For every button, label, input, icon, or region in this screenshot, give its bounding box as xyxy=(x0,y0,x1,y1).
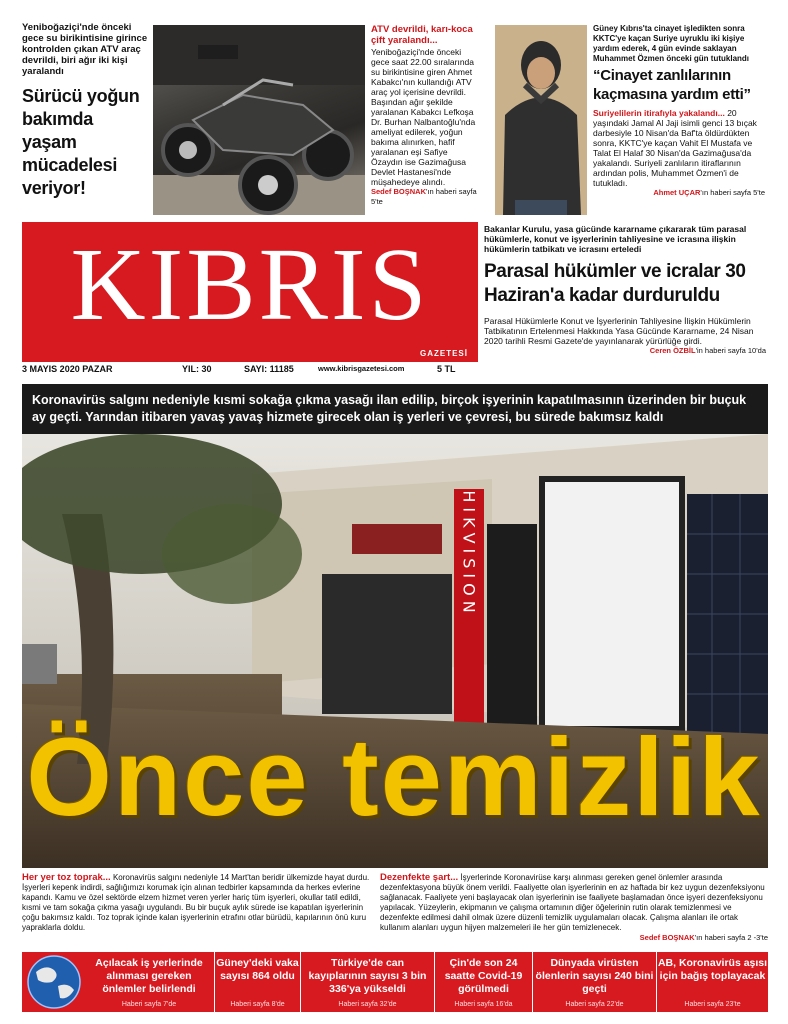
story-headline: Sürücü yoğun bakımda yaşam mücadelesi veriyor! xyxy=(22,86,140,198)
story-dust xyxy=(22,873,372,933)
story-financial-rulings xyxy=(484,224,766,355)
issue-date: 3 MAYIS 2020 PAZAR xyxy=(22,364,113,374)
logo-subtitle: GAZETESİ xyxy=(419,349,468,358)
story-atv-accident xyxy=(22,22,150,200)
story-kicker: Yeniboğaziçi'nde önceki gece su birikintisine girince kontrolden çıkan ATV araç devrildi, biri ağır iki kişi yaralandı xyxy=(22,22,148,77)
story-title: Her yer toz toprak... xyxy=(22,872,111,883)
hero-headline: Önce temizlik xyxy=(26,716,762,839)
story-credit[interactable]: Ceren ÖZBİL'in haberi sayfa 10'da xyxy=(649,346,766,355)
issue-number: SAYI: 11185 xyxy=(244,364,294,374)
teaser-strip xyxy=(22,952,768,1012)
teaser-item[interactable]: Dünyada virüsten ölenlerin sayısı 240 bini geçti Haberi sayfa 22'de xyxy=(532,952,656,1012)
story-body: İşyerlerinde Koronavirüse karşı alınması gereken genel önlemler arasında dezenfektasyona büyük önem verildi. Faaliyette olan işyerlerinin en az haftada bir kez uygun dezenfeksiyonu sağlanacak. Faaliyete yeni başlayacak olan işyerlerinin ise faaliyete başlamadan önce işyeri dezenfeksiyonu yapılacak. Yüzeylerin, ekipmanın ve çalışma ortamının diğer öğelerinin rutin olarak temizlenmesi ve dezenfekte edilmesi dahil olmak üzere düzenli temizlik uygulamaları olacak. Çalışma alanları ile ortak kullanım alanları uygun hijyen malzemeleri ile her gün temizlenecek. xyxy=(380,873,765,932)
hikvision-sign: HIKVISION xyxy=(459,490,479,618)
story-kicker: Bakanlar Kurulu, yasa gücünde kararname çıkararak tüm parasal hükümlerle, konut ve işyerlerinin tahliyesine ve icrasına ilişkin hükümlerin tatbikatı ve icrasını erteledi xyxy=(484,224,747,254)
price: 5 TL xyxy=(437,364,456,374)
story-headline: Parasal hükümler ve icralar 30 Haziran'a kadar durduruldu xyxy=(484,261,746,306)
story-disinfect xyxy=(380,873,768,943)
teaser-item[interactable]: Türkiye'de can kayıplarının sayısı 3 bin 336'ya yükseldi Haberi sayfa 32'de xyxy=(300,952,434,1012)
story-headline: “Cinayet zanlılarının kaçmasına yardım etti” xyxy=(593,67,751,103)
atv-photo xyxy=(153,25,365,215)
globe-icon xyxy=(24,954,84,1010)
story-credit[interactable]: Sedef BOŞNAK'ın haberi sayfa 2 -3'te xyxy=(639,933,768,942)
story-body: Koronavirüs salgını nedeniyle 14 Mart'tan beridir ülkemizde hayat durdu. İşyerleri kepenk indirdi, sağlığımızı korumak için alınan tedbirler kapsamında da herkes evlerine kapandı. Kamu ve özel sektörde elzem hizmet veren yerler hariç tüm işyerleri, okullar tatil edildi, kısmi ve tam sokağa çıkma yasağı uygulandı. Bu bir buçuk aylık sürede ise kapatılan işyerlerinin çoğu bakımsız kaldı. Toz toprak içinde kalan işyerlerinin etrafını otlar bürüdü, kapılarının önü kuru yapraklarla doldu. xyxy=(22,873,370,932)
story-title: ATV devrildi, karı-koca çift yaralandı... xyxy=(371,24,473,46)
story-lead: Suriyelilerin itirafıyla yakalandı... 20 yaşındaki Jamal Al Jaji isimli genci 13 bıçak darbesiyle 10 Nisan'da Baf'ta öldürdükten sonra, KKTC'ye kaçan Vahit El Mustafa ve Talat El Halaf 30 Nisan'da Gazimağusa'da yakalandı. Suriyeli zanlıların itiraflarının ardından polis, Muhammet Özmen'i de tutukladı. xyxy=(593,108,757,188)
story-murder-suspects xyxy=(593,24,765,197)
story-lead: Parasal Hükümlerle Konut ve İşyerlerinin Tahliyesine İlişkin Hükümlerin Tatbikatının Ertelenmesi Hakkında Yasa Gücünde Kararname, 24 Nisan 2020 tarihli Resmi Gazete'de yayınlanarak yürürlüğe girdi. xyxy=(484,316,754,346)
teaser-item[interactable]: Güney'deki vaka sayısı 864 oldu Haberi sayfa 8'de xyxy=(214,952,300,1012)
issue-year: YIL: 30 xyxy=(182,364,212,374)
issue-info-bar xyxy=(22,364,478,378)
teaser-item[interactable]: Çin'de son 24 saatte Covid-19 görülmedi Haberi sayfa 16'da xyxy=(434,952,532,1012)
teaser-item[interactable]: AB, Koronavirüs aşısı için bağış toplayacak Haberi sayfa 23'te xyxy=(656,952,768,1012)
newspaper-logo: KIBRIS xyxy=(70,227,430,342)
masthead-logo[interactable] xyxy=(22,222,478,362)
story-credit[interactable]: Ahmet UÇAR'ın haberi sayfa 5'te xyxy=(653,188,765,197)
teaser-item[interactable]: Açılacak iş yerlerinde alınması gereken önlemler belirlendi Haberi sayfa 7'de xyxy=(95,957,203,1008)
story-body: Yeniboğaziçi'nde önceki gece saat 22.00 sıralarında su birikintisine giren Ahmet Kabakcı'nın kullandığı ATV araç yol içerisine devrildi. Başından ağır şekilde yaralanan Kabakcı Lefkoşa Dr. Burhan Nalbantoğlu'nda ameliyat edilerek, yoğun bakıma alınırken, hafif yaralanan eşi Safiye Özaydın ise Gazimağusa Devlet Hastanesi'nde müşahedeye alındı. xyxy=(371,47,476,187)
story-kicker: Güney Kıbrıs'ta cinayet işledikten sonra KKTC'ye kaçan Suriye uyruklu iki kişiye yardım ederek, 4 gün evinde saklayan Muhammet Özmen önceki gün tutuklandı xyxy=(593,24,750,63)
story-title: Dezenfekte şart... xyxy=(380,872,459,883)
website-link[interactable]: www.kibrisgazetesi.com xyxy=(318,364,405,373)
story-atv-detail xyxy=(371,24,481,207)
story-credit[interactable]: Sedef BOŞNAK'ın haberi sayfa 5'te xyxy=(371,187,477,206)
hero-summary: Koronavirüs salgını nedeniyle kısmi sokağa çıkma yasağı ilan edilip, birçok işyerinin kapatılmasının üzerinden bir buçuk ay geçti. Yarından itibaren yavaş yavaş hizmete girecek olan iş yerleri ve çevresi, bu sürede bakımsız kaldı xyxy=(22,384,768,434)
suspect-photo xyxy=(495,25,587,215)
